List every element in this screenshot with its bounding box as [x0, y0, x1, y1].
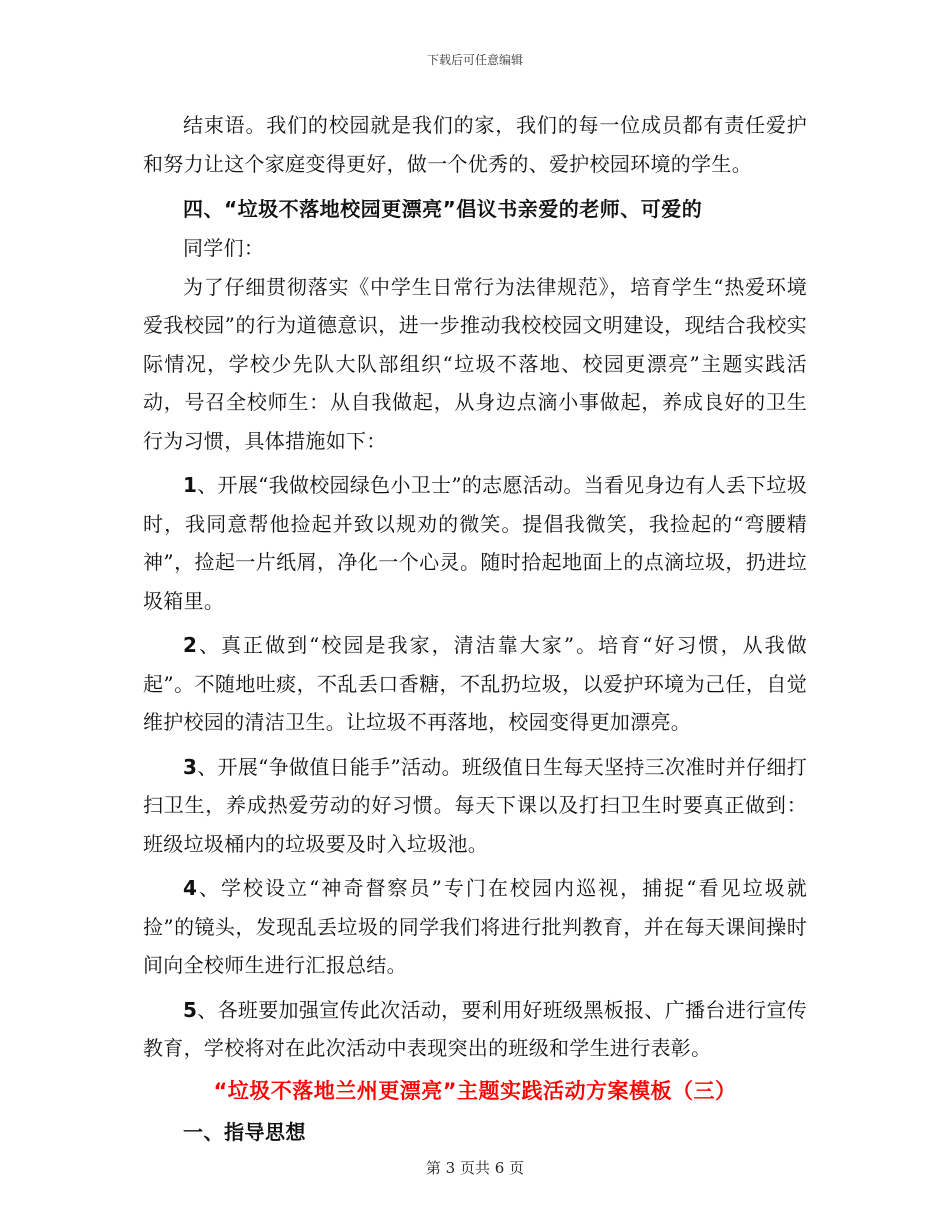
list-item-text: 、各班要加强宣传此次活动，要利用好班级黑板报、广播台进行宣传教育，学校将对在此次活动中表现突出的班级和学生进行表彰。	[143, 997, 807, 1060]
list-item-text: 、开展“争做值日能手”活动。班级值日生每天坚持三次准时并仔细打扫卫生，养成热爱劳动的好习惯。每天下课以及打扫卫生时要真正做到：班级垃圾桶内的垃圾要及时入垃圾池。	[143, 754, 807, 856]
list-item-5	[143, 991, 807, 1068]
list-item-number: 2	[183, 633, 198, 657]
list-item-text: 、真正做到“校园是我家，清洁靠大家”。培育“好习惯，从我做起”。不随地吐痰，不乱丢口香糖，不乱扔垃圾，以爱护环境为己任，自觉维护校园的清洁卫生。让垃圾不再落地，校园变得更加漂亮。	[143, 633, 807, 734]
page-footer: 第 3 页共 6 页	[425, 1159, 525, 1177]
page-header: 下载后可任意编辑	[426, 53, 523, 67]
section1-heading: 一、指导思想	[183, 1119, 306, 1144]
list-item-2	[143, 626, 807, 742]
intro-paragraph: 结束语。我们的校园就是我们的家，我们的每一位成员都有责任爱护和努力让这个家庭变得更好，做一个优秀的、爱护校园环境的学生。	[143, 113, 807, 176]
list-item-4	[143, 869, 807, 985]
body-paragraph: 为了仔细贯彻落实《中学生日常行为法律规范》，培育学生“热爱环境爱我校园”的行为道德意识，进一步推动我校校园文明建设，现结合我校实际情况，学校少先队大队部组织“垃圾不落地、校园更漂亮”主题实践活动，号召全校师生：从自我做起，从身边点滴小事做起，养成良好的卫生行为习惯，具体措施如下：	[143, 274, 807, 453]
document-body	[143, 106, 807, 1152]
list-item-text: 、开展“我做校园绿色小卫士”的志愿活动。当看见身边有人丢下垃圾时，我同意帮他捡起并致以规劝的微笑。提倡我微笑，我捡起的“弯腰精神”，捡起一片纸屑，净化一个心灵。随时拾起地面上的点滴垃圾，扔进垃圾箱里。	[143, 473, 807, 613]
red-section-title: “垃圾不落地兰州更漂亮”主题实践活动方案模板（三）	[213, 1078, 737, 1103]
salutation: 同学们：	[183, 236, 265, 260]
list-item-number: 4	[183, 876, 198, 900]
list-item-number: 5	[183, 997, 198, 1022]
list-item-1	[143, 466, 807, 620]
list-item-3	[143, 748, 807, 864]
section4-heading: 四、“垃圾不落地校园更漂亮”倡议书亲爱的老师、可爱的	[183, 197, 703, 221]
list-item-number: 1	[183, 473, 198, 497]
list-item-text: 、学校设立“神奇督察员”专门在校园内巡视，捕捉“看见垃圾就捡”的镜头，发现乱丢垃圾的同学我们将进行批判教育，并在每天课间操时间向全校师生进行汇报总结。	[143, 876, 807, 977]
list-item-number: 3	[183, 754, 198, 779]
